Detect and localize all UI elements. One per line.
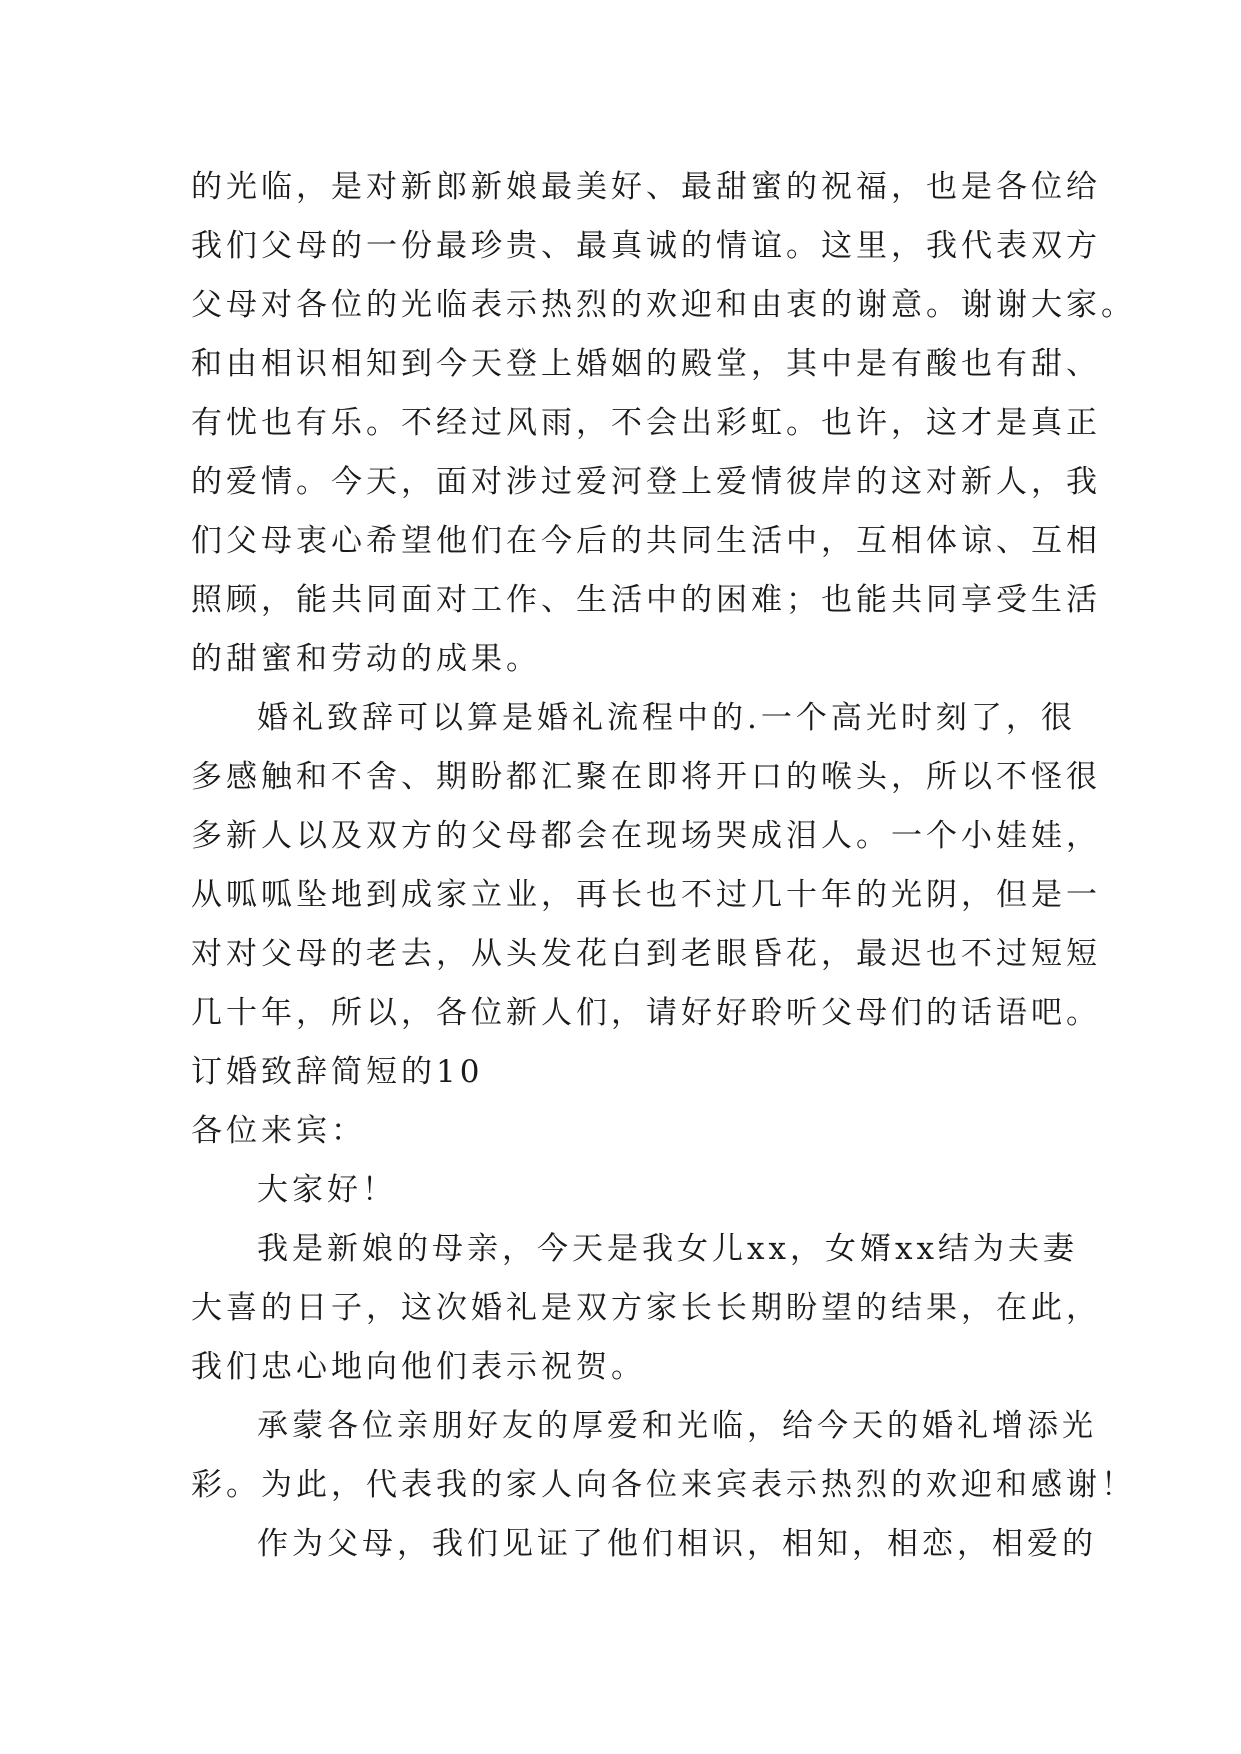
text-line: 婚礼致辞可以算是婚礼流程中的.一个高光时刻了，很: [257, 700, 1076, 736]
text-line: 订婚致辞简短的10: [191, 1054, 484, 1090]
text-line: 我们父母的一份最珍贵、最真诚的情谊。这里，我代表双方: [191, 228, 1101, 264]
text-line: 我们忠心地向他们表示祝贺。: [191, 1349, 646, 1385]
text-line: 的甜蜜和劳动的成果。: [191, 641, 541, 677]
text-line: 从呱呱坠地到成家立业，再长也不过几十年的光阴，但是一: [191, 877, 1101, 913]
text-line: 的爱情。今天，面对涉过爱河登上爱情彼岸的这对新人，我: [191, 464, 1101, 500]
text-line: 多感触和不舍、期盼都汇聚在即将开口的喉头，所以不怪很: [191, 759, 1101, 795]
text-line: 我是新娘的母亲，今天是我女儿xx，女婿xx结为夫妻: [257, 1231, 1078, 1267]
text-line: 们父母衷心希望他们在今后的共同生活中，互相体谅、互相: [191, 523, 1101, 559]
text-line: 几十年，所以，各位新人们，请好好聆听父母们的话语吧。: [191, 995, 1101, 1031]
text-line: 各位来宾：: [191, 1113, 366, 1149]
text-line: 多新人以及双方的父母都会在现场哭成泪人。一个小娃娃，: [191, 818, 1101, 854]
text-line: 的光临，是对新郎新娘最美好、最甜蜜的祝福，也是各位给: [191, 169, 1101, 205]
text-line: 承蒙各位亲朋好友的厚爱和光临，给今天的婚礼增添光: [257, 1408, 1097, 1444]
text-line: 和由相识相知到今天登上婚姻的殿堂，其中是有酸也有甜、: [191, 346, 1101, 382]
text-line: 照顾，能共同面对工作、生活中的困难；也能共同享受生活: [191, 582, 1101, 618]
text-line: 对对父母的老去，从头发花白到老眼昏花，最迟也不过短短: [191, 936, 1101, 972]
text-line: 彩。为此，代表我的家人向各位来宾表示热烈的欢迎和感谢！: [191, 1467, 1136, 1503]
text-line: 大喜的日子，这次婚礼是双方家长长期盼望的结果，在此，: [191, 1290, 1101, 1326]
document-body: [191, 158, 1136, 1574]
text-line: 父母对各位的光临表示热烈的欢迎和由衷的谢意。谢谢大家。: [191, 287, 1136, 323]
text-line: 作为父母，我们见证了他们相识，相知，相恋，相爱的: [257, 1526, 1097, 1562]
text-line: 有忧也有乐。不经过风雨，不会出彩虹。也许，这才是真正: [191, 405, 1101, 441]
text-line: 大家好！: [257, 1172, 397, 1208]
